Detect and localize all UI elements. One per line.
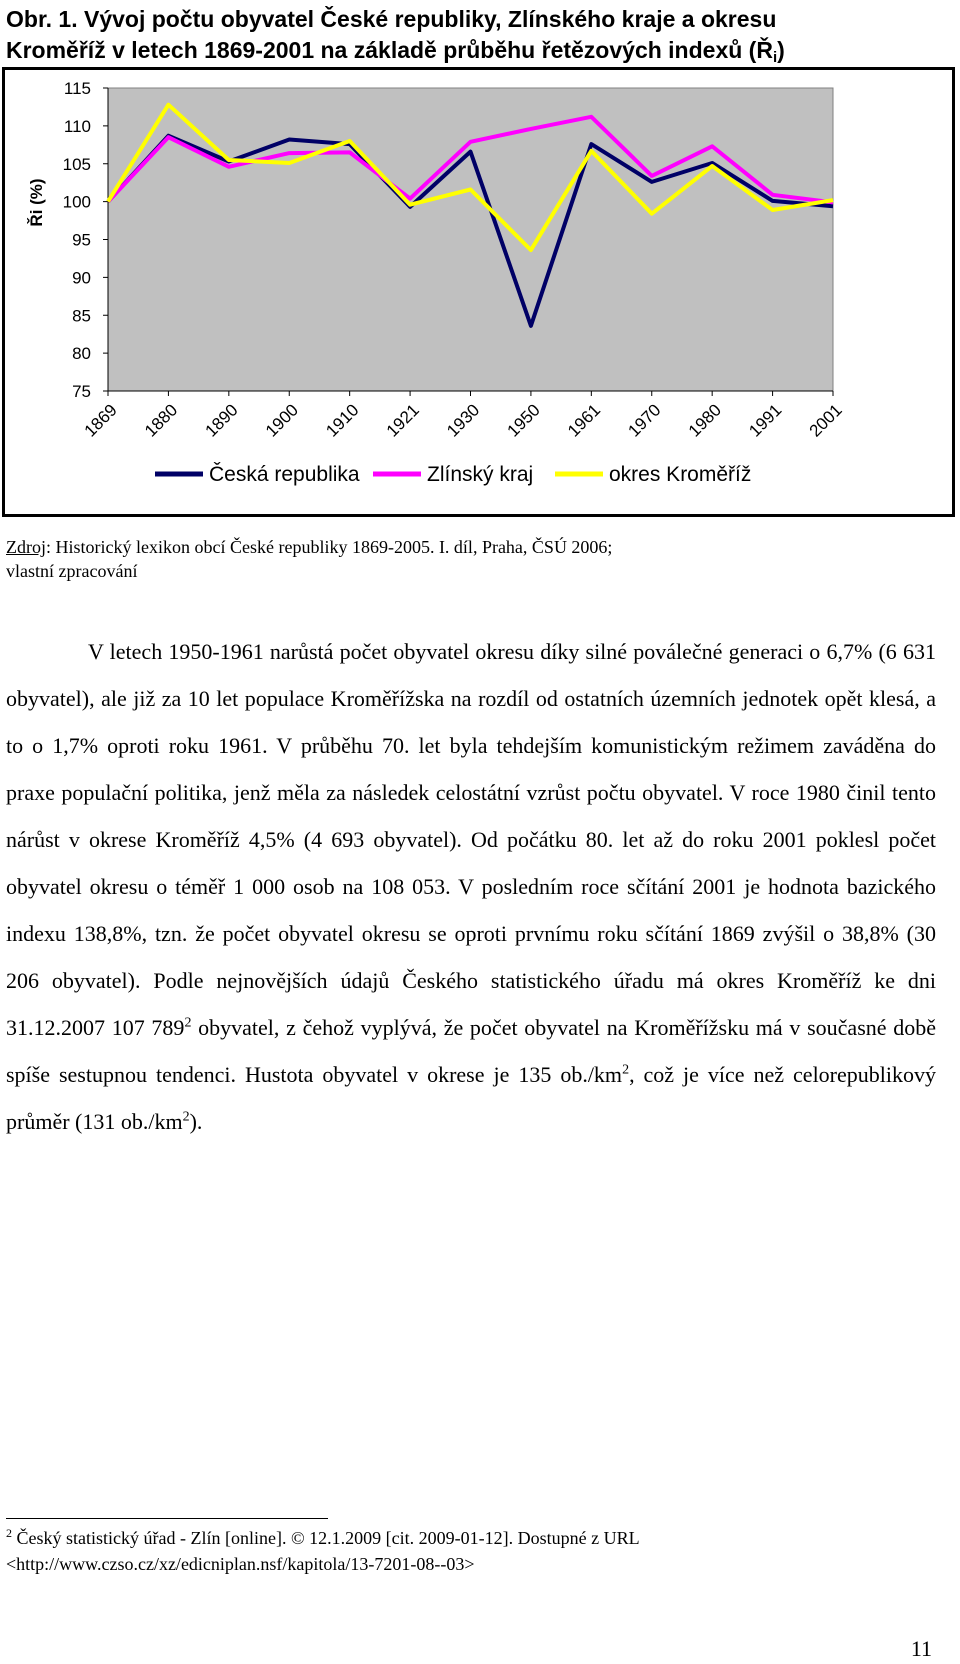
source-line2: vlastní zpracování [6, 561, 138, 581]
plot-area [108, 88, 833, 391]
figure-source [6, 535, 956, 583]
footnote-ref: 2 [184, 1015, 192, 1031]
y-tick-label: 100 [62, 192, 91, 212]
x-tick-label: 1921 [382, 400, 423, 441]
superscript-2a: 2 [622, 1062, 630, 1078]
x-tick-label: 1890 [201, 400, 242, 441]
superscript-2b: 2 [182, 1109, 190, 1125]
y-tick-label: 75 [72, 382, 91, 401]
y-tick-label: 90 [72, 268, 91, 288]
x-tick-label: 1991 [745, 400, 786, 441]
figure-title-line1: Obr. 1. Vývoj počtu obyvatel České republiky, Zlínského kraje a okresu [6, 6, 777, 32]
footnote-line1: Český statistický úřad - Zlín [online]. © 12.1.2009 [cit. 2009-01-12]. Dostupné z URL [12, 1528, 640, 1548]
y-tick-label: 95 [72, 230, 91, 250]
footnote-line2: <http://www.czso.cz/xz/edicniplan.nsf/kapitola/13-7201-08--03> [6, 1554, 475, 1574]
page-number: 11 [910, 1636, 932, 1661]
y-tick-label: 80 [72, 344, 91, 364]
paragraph-part4: ). [189, 1109, 203, 1134]
footnote [6, 1525, 946, 1577]
y-tick-label: 115 [63, 79, 91, 98]
y-axis-label: Ři (%) [27, 178, 46, 227]
source-label: Zdroj [6, 537, 46, 557]
y-tick-label: 85 [72, 306, 91, 326]
line-chart [5, 70, 952, 514]
x-tick-label: 1869 [80, 400, 121, 441]
figure-title-subscript: i [772, 49, 778, 66]
paragraph-part3: , což je více než celorepublikový průměr (131 ob./km [6, 1062, 936, 1134]
body-paragraph [6, 628, 936, 1145]
legend-label-1: Česká republika [209, 463, 360, 486]
y-tick-label: 110 [63, 116, 91, 136]
figure-title-line2-text: Kroměříž v letech 1869-2001 na základě průběhu řetězových indexů (Ř [6, 37, 773, 63]
source-text: : Historický lexikon obcí České republiky 1869-2005. I. díl, Praha, ČSÚ 2006; [46, 537, 613, 557]
footnote-number: 2 [6, 1526, 12, 1540]
chart-frame [2, 67, 955, 517]
legend-label-2: Zlínský kraj [427, 463, 534, 486]
x-tick-label: 1900 [261, 400, 303, 441]
paragraph-part1: V letech 1950-1961 narůstá počet obyvatel okresu díky silné poválečné generaci o 6,7% (6 631 obyvatel), ale již za 10 let populace Kroměřížska na rozdíl od ostatních územních jednotek opět klesá, a to o 1,7% oproti roku 1961. V průběhu 70. let byla tehdejším komunistickým režimem zaváděna do praxe populační politika, jenž měla za následek celostátní vzrůst počtu obyvatel. V roce 1980 činil tento nárůst v okrese Kroměříž 4,5% (4 693 obyvatel). Od počátku 80. let až do roku 2001 poklesl počet obyvatel okresu o téměř 1 000 osob na 108 053. V posledním roce sčítání 2001 je hodnota bazického indexu 138,8%, tzn. že počet obyvatel okresu se oproti prvnímu roku sčítání 1869 zvýšil o 38,8% (30 206 obyvatel). Podle nejnovějších údajů Českého statistického úřadu má okres Kroměříž ke dni 31.12.2007 107 789 [6, 639, 936, 1040]
x-tick-label: 2001 [805, 400, 846, 441]
figure-title [6, 4, 956, 73]
figure-title-end: ) [777, 37, 785, 63]
footnote-divider [6, 1518, 328, 1519]
x-tick-label: 1950 [503, 400, 544, 441]
paragraph-part2: obyvatel, z čehož vyplývá, že počet obyvatel na Kroměřížsku má v současné době spíše sestupnou tendenci. Hustota obyvatel v okrese je 135 ob./km [6, 1015, 937, 1087]
x-tick-label: 1880 [141, 400, 182, 441]
y-tick-label: 105 [62, 154, 91, 174]
x-tick-label: 1961 [563, 400, 605, 441]
x-tick-label: 1980 [684, 400, 725, 441]
x-tick-label: 1930 [443, 400, 484, 441]
x-tick-label: 1970 [624, 400, 665, 441]
x-tick-label: 1910 [322, 400, 363, 441]
legend-label-3: okres Kroměříž [609, 463, 752, 486]
